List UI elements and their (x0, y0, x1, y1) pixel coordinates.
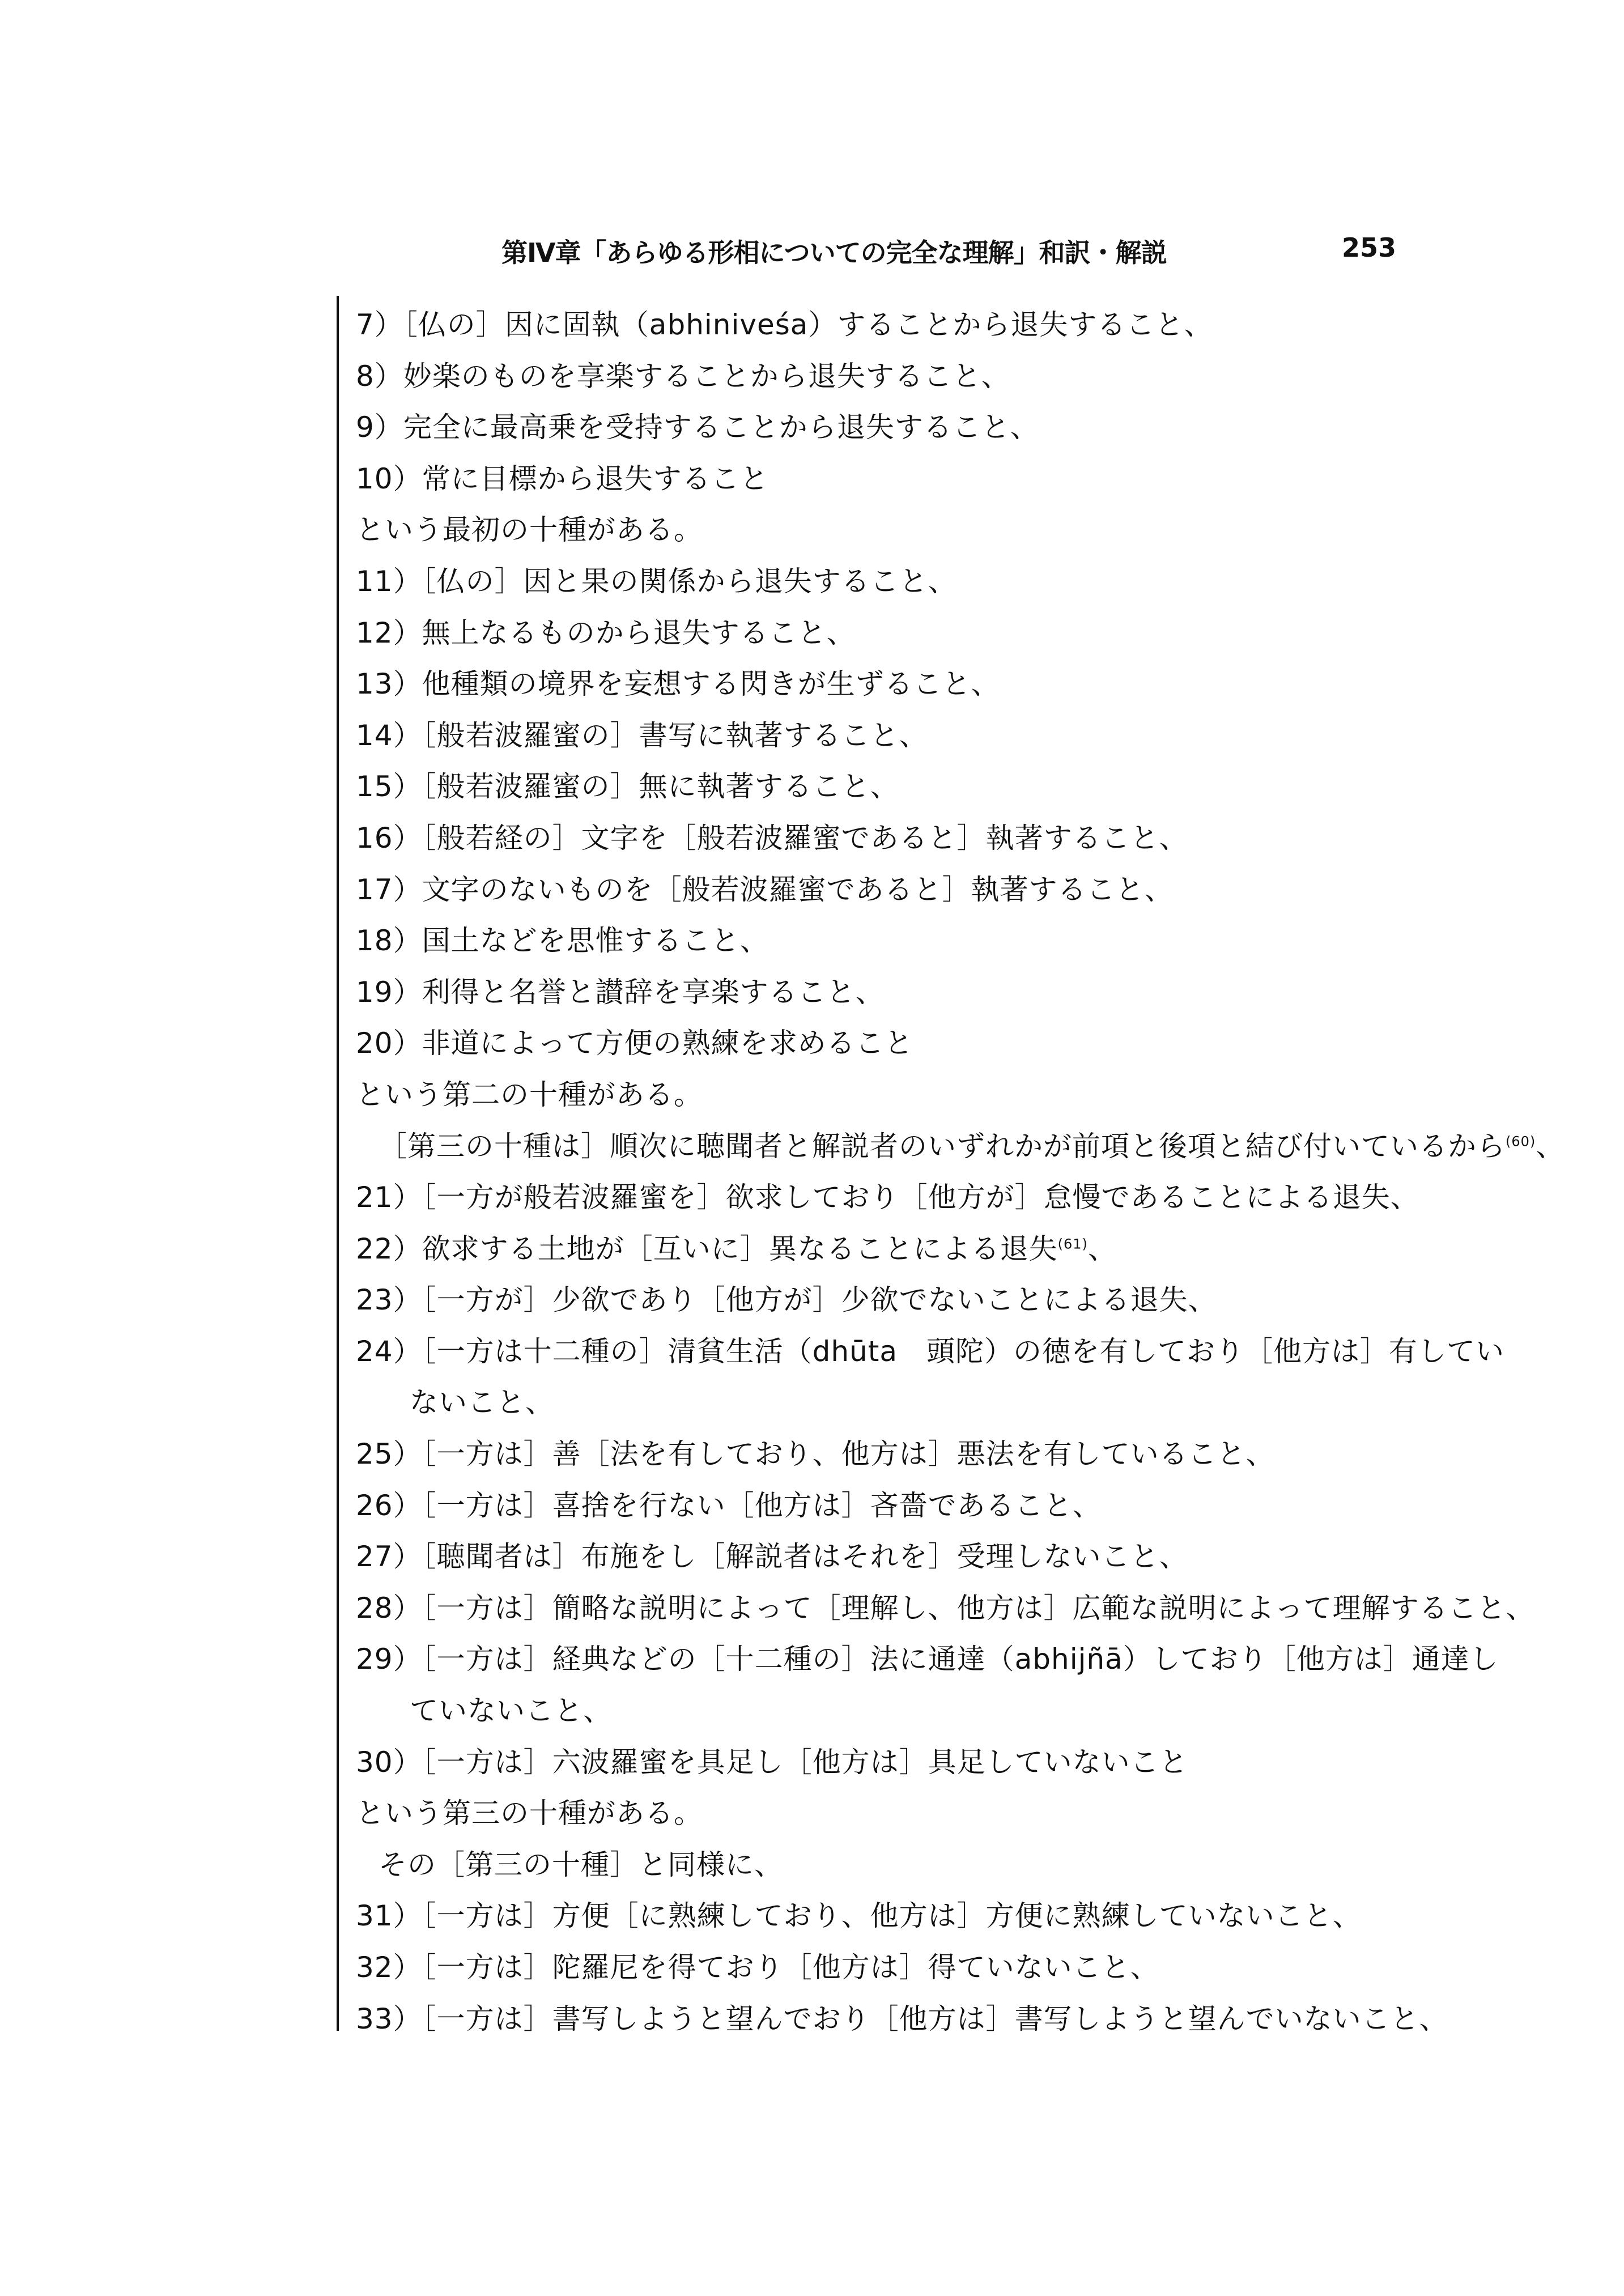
punctuation: 、 (1087, 1232, 1117, 1265)
text-line (356, 1583, 1535, 1634)
text-line (356, 658, 1466, 710)
text-line (356, 1428, 1466, 1480)
line-text: 14）［般若波羅蜜の］書写に執著すること、 (356, 718, 928, 752)
running-header: 第Ⅳ章「あらゆる形相についての完全な理解」和訳・解説 (501, 237, 1167, 268)
text-line (356, 1685, 1466, 1737)
line-text: という第二の十種がある。 (356, 1078, 703, 1111)
text-line (356, 761, 1466, 813)
text-line (356, 1788, 1466, 1839)
text-line (356, 1531, 1466, 1583)
text-line (356, 607, 1466, 659)
line-text: という第三の十種がある。 (356, 1797, 703, 1830)
text-line (356, 1326, 1504, 1377)
punctuation: 、 (1536, 1129, 1565, 1163)
text-line (356, 1377, 1466, 1428)
text-line (356, 1121, 1565, 1172)
text-line (356, 556, 1466, 607)
text-line (356, 1274, 1466, 1326)
text-line (356, 1018, 1466, 1069)
text-line (356, 864, 1466, 916)
text-line (356, 915, 1466, 967)
line-text: 15）［般若波羅蜜の］無に執著すること、 (356, 770, 899, 803)
line-text: 26）［一方は］喜捨を行ない［他方は］吝嗇であること、 (356, 1489, 1102, 1522)
text-line (356, 1634, 1499, 1685)
line-text: 28）［一方は］簡略な説明によって［理解し、他方は］広範な説明によって理解すること、 (356, 1591, 1535, 1625)
text-line (356, 967, 1466, 1018)
line-text: 21）［一方が般若波羅蜜を］欲求しており［他方が］怠慢であることによる退失、 (356, 1181, 1419, 1214)
text-line (356, 1942, 1466, 1993)
line-text: 8）妙楽のものを享楽することから退失すること、 (356, 359, 1010, 393)
text-line (356, 299, 1466, 351)
line-text: 30）［一方は］六波羅蜜を具足し［他方は］具足していないこと (356, 1745, 1188, 1779)
line-text: 20）非道によって方便の熟練を求めること (356, 1027, 913, 1060)
margin-rule (337, 296, 339, 2031)
line-text: 13）他種類の境界を妄想する閃きが生ずること、 (356, 667, 1000, 701)
text-line (356, 1839, 1466, 1891)
line-text: 25）［一方は］善［法を有しており、他方は］悪法を有していること、 (356, 1438, 1275, 1471)
line-text: ないこと、 (410, 1386, 554, 1419)
text-line (356, 1480, 1466, 1532)
line-text: 27）［聴聞者は］布施をし［解説者はそれを］受理しないこと、 (356, 1540, 1188, 1574)
text-line (356, 504, 1466, 556)
line-text: ［第三の十種は］順次に聴聞者と解説者のいずれかが前項と後項と結び付いているから (379, 1129, 1506, 1163)
line-text: 19）利得と名誉と讃辞を享楽すること、 (356, 975, 885, 1009)
text-line (356, 1172, 1466, 1223)
text-line (356, 813, 1466, 864)
line-text: 9）完全に最高乗を受持することから退失すること、 (356, 411, 1039, 444)
footnote-ref: (60) (1506, 1133, 1536, 1149)
line-text: 22）欲求する土地が［互いに］異なることによる退失 (356, 1232, 1058, 1265)
footnote-ref: (61) (1057, 1236, 1088, 1252)
line-text: 31）［一方は］方便［に熟練しており、他方は］方便に熟練していないこと、 (356, 1899, 1362, 1933)
line-text: 11）［仏の］因と果の関係から退失すること、 (356, 564, 957, 598)
line-text: 29）［一方は］経典などの［十二種の］法に通達（abhijñā）しており［他方は］通達し (356, 1643, 1499, 1676)
text-line (356, 1069, 1466, 1121)
line-text: 17）文字のないものを［般若波羅蜜であると］執著すること、 (356, 873, 1174, 906)
text-line (356, 1223, 1466, 1275)
text-line (356, 351, 1466, 402)
text-line (356, 402, 1466, 453)
line-text: 12）無上なるものから退失すること、 (356, 616, 856, 649)
text-line (356, 1890, 1466, 1942)
line-text: 10）常に目標から退失すること (356, 462, 769, 495)
line-text: 16）［般若経の］文字を［般若波羅蜜であると］執著すること、 (356, 821, 1188, 854)
text-line (356, 453, 1466, 505)
text-line (356, 1993, 1466, 2045)
text-line (356, 1737, 1466, 1788)
line-text: 33）［一方は］書写しようと望んでおり［他方は］書写しようと望んでいないこと、 (356, 2002, 1448, 2035)
line-text: 24）［一方は十二種の］清貧生活（dhūta 頭陀）の徳を有しており［他方は］有してい (356, 1334, 1504, 1368)
page-number: 253 (1342, 232, 1397, 263)
line-text: ていないこと、 (410, 1694, 612, 1728)
line-text: その［第三の十種］と同様に、 (379, 1848, 783, 1881)
line-text: 23）［一方が］少欲であり［他方が］少欲でないことによる退失、 (356, 1283, 1217, 1317)
line-text: 18）国土などを思惟すること、 (356, 924, 769, 958)
body-text (356, 299, 1565, 2044)
text-line (356, 710, 1466, 762)
line-text: 7）［仏の］因に固執（abhiniveśa）することから退失すること、 (356, 308, 1213, 341)
line-text: 32）［一方は］陀羅尼を得ており［他方は］得ていないこと、 (356, 1951, 1159, 1984)
line-text: という最初の十種がある。 (356, 513, 703, 547)
